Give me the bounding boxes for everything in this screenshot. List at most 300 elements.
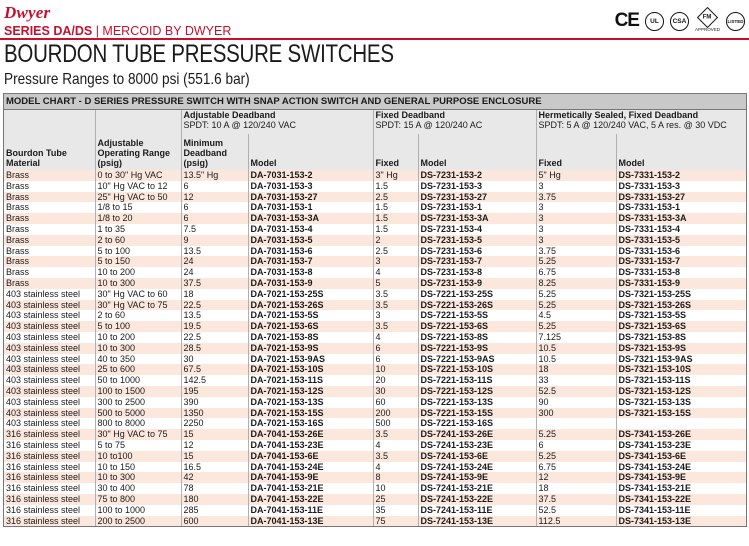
cell-range: 30 to 400 <box>95 483 181 494</box>
cell-material: 316 stainless steel <box>4 483 95 494</box>
cell-fixed-model: DS-7241-153-13E <box>418 516 536 527</box>
header-hermetic-fixed: Fixed <box>536 134 616 170</box>
cell-hermetic-deadband: 3 <box>536 202 616 213</box>
cell-fixed-model: DS-7221-153-16S <box>418 418 536 429</box>
cell-adjustable-model: DA-7021-153-26S <box>248 300 373 311</box>
cell-fixed-deadband: 6 <box>373 343 418 354</box>
cell-fixed-model: DS-7241-153-22E <box>418 494 536 505</box>
table-row <box>4 300 746 311</box>
cell-hermetic-deadband: 18 <box>536 483 616 494</box>
header-fixed-deadband: Fixed <box>373 134 418 170</box>
cell-material: 403 stainless steel <box>4 354 95 365</box>
cell-range: 10 to 200 <box>95 267 181 278</box>
group-hermetic-label: Hermetically Sealed, Fixed Deadband <box>538 110 699 120</box>
cell-hermetic-model: DS-7331-153-3 <box>616 181 746 192</box>
cell-range: 200 to 2500 <box>95 516 181 527</box>
cell-fixed-model: DS-7221-153-26S <box>418 300 536 311</box>
cell-min-deadband: 600 <box>181 516 248 527</box>
table-row <box>4 321 746 332</box>
cell-fixed-model: DS-7221-153-13S <box>418 397 536 408</box>
cell-hermetic-deadband: 8.25 <box>536 278 616 289</box>
table-row <box>4 246 746 257</box>
fm-label: FM <box>703 14 712 21</box>
cell-min-deadband: 37.5 <box>181 278 248 289</box>
csa-mark-icon: CSA <box>670 12 689 31</box>
series-brand: | MERCOID BY DWYER <box>92 24 232 38</box>
cell-adjustable-model: DA-7021-153-12S <box>248 386 373 397</box>
cell-material: 403 stainless steel <box>4 300 95 311</box>
cell-hermetic-model: DS-7321-153-12S <box>616 386 746 397</box>
table-row <box>4 386 746 397</box>
cell-min-deadband: 22.5 <box>181 300 248 311</box>
cell-hermetic-deadband: 4.5 <box>536 310 616 321</box>
cell-adjustable-model: DA-7021-153-5S <box>248 310 373 321</box>
cell-range: 50 to 1000 <box>95 375 181 386</box>
cell-min-deadband: 6 <box>181 213 248 224</box>
cell-adjustable-model: DA-7041-153-6E <box>248 451 373 462</box>
table-row <box>4 364 746 375</box>
cell-fixed-deadband: 1.5 <box>373 224 418 235</box>
header-hermetic-model: Model <box>616 134 746 170</box>
cell-range: 40 to 350 <box>95 354 181 365</box>
group-adjustable-spec: SPDT: 10 A @ 120/240 VAC <box>183 120 297 130</box>
cell-material: 316 stainless steel <box>4 516 95 527</box>
table-row <box>4 213 746 224</box>
cell-adjustable-model: DA-7031-153-4 <box>248 224 373 235</box>
cell-material: 403 stainless steel <box>4 332 95 343</box>
table-row <box>4 440 746 451</box>
cell-fixed-deadband: 3.5 <box>373 429 418 440</box>
cell-adjustable-model: DA-7041-153-13E <box>248 516 373 527</box>
cell-hermetic-deadband: 33 <box>536 375 616 386</box>
table-row <box>4 310 746 321</box>
header-range: Adjustable Operating Range (psig) <box>95 110 181 170</box>
cell-fixed-model: DS-7241-153-26E <box>418 429 536 440</box>
cell-fixed-model: DS-7231-153-3A <box>418 213 536 224</box>
cell-fixed-deadband: 2 <box>373 235 418 246</box>
header-fixed-model: Model <box>418 134 536 170</box>
cell-range: 5 to 75 <box>95 440 181 451</box>
fm-approved-icon <box>695 10 720 32</box>
cell-fixed-model: DS-7231-153-2 <box>418 170 536 181</box>
cell-fixed-deadband: 3 <box>373 256 418 267</box>
model-chart-title: MODEL CHART - D SERIES PRESSURE SWITCH WITH SNAP ACTION SWITCH AND GENERAL PURPOSE ENCLOSURE <box>4 94 746 110</box>
cell-hermetic-deadband: 12 <box>536 472 616 483</box>
header-material: Bourdon Tube Material <box>4 110 95 170</box>
cell-hermetic-deadband: 3 <box>536 224 616 235</box>
cell-fixed-deadband: 3.5 <box>373 321 418 332</box>
cell-fixed-model: DS-7221-153-12S <box>418 386 536 397</box>
cell-fixed-model: DS-7231-153-9 <box>418 278 536 289</box>
page-subtitle: Pressure Ranges to 8000 psi (551.6 bar) <box>4 71 250 88</box>
cell-range: 0 to 30" Hg VAC <box>95 170 181 181</box>
cell-fixed-deadband: 1.5 <box>373 202 418 213</box>
cell-hermetic-deadband: 10.5 <box>536 343 616 354</box>
table-row <box>4 170 746 181</box>
certification-marks <box>615 10 745 32</box>
cell-hermetic-model: DS-7321-153-9AS <box>616 354 746 365</box>
cell-min-deadband: 1350 <box>181 408 248 419</box>
cell-material: 316 stainless steel <box>4 505 95 516</box>
cell-min-deadband: 67.5 <box>181 364 248 375</box>
cell-adjustable-model: DA-7041-153-23E <box>248 440 373 451</box>
header-min-deadband: Minimum Deadband (psig) <box>181 134 248 170</box>
cell-hermetic-deadband: 52.5 <box>536 386 616 397</box>
cell-min-deadband: 9 <box>181 235 248 246</box>
cell-adjustable-model: DA-7031-153-27 <box>248 192 373 203</box>
cell-adjustable-model: DA-7031-153-1 <box>248 202 373 213</box>
cell-hermetic-deadband: 5.25 <box>536 289 616 300</box>
cell-hermetic-model: DS-7331-153-5 <box>616 235 746 246</box>
cell-fixed-deadband: 5 <box>373 278 418 289</box>
cell-range: 10 to 300 <box>95 278 181 289</box>
series-line <box>4 24 231 38</box>
cell-hermetic-deadband: 3 <box>536 235 616 246</box>
cell-hermetic-model: DS-7331-153-9 <box>616 278 746 289</box>
cell-range: 30" Hg VAC to 75 <box>95 429 181 440</box>
cell-range: 5 to 100 <box>95 321 181 332</box>
cell-min-deadband: 13.5" Hg <box>181 170 248 181</box>
cell-hermetic-deadband: 6 <box>536 440 616 451</box>
table-row <box>4 267 746 278</box>
cell-adjustable-model: DA-7021-153-13S <box>248 397 373 408</box>
cell-min-deadband: 13.5 <box>181 246 248 257</box>
group-adjustable-label: Adjustable Deadband <box>183 110 276 120</box>
cell-hermetic-model: DS-7341-153-6E <box>616 451 746 462</box>
group-fixed-label: Fixed Deadband <box>375 110 446 120</box>
cell-material: Brass <box>4 267 95 278</box>
group-hermetic-spec: SPDT: 5 A @ 120/240 VAC, 5 A res. @ 30 VDC <box>538 120 727 130</box>
cell-range: 800 to 8000 <box>95 418 181 429</box>
cell-material: 403 stainless steel <box>4 418 95 429</box>
cell-hermetic-model: DS-7321-153-25S <box>616 289 746 300</box>
cell-fixed-deadband: 20 <box>373 375 418 386</box>
table-row <box>4 408 746 419</box>
cell-range: 25" Hg VAC to 50 <box>95 192 181 203</box>
cell-material: Brass <box>4 170 95 181</box>
cell-fixed-model: DS-7221-153-9S <box>418 343 536 354</box>
cell-fixed-model: DS-7221-153-11S <box>418 375 536 386</box>
cell-fixed-deadband: 4 <box>373 267 418 278</box>
header-adjustable-model: Model <box>248 134 373 170</box>
cell-material: 316 stainless steel <box>4 494 95 505</box>
cell-adjustable-model: DA-7041-153-9E <box>248 472 373 483</box>
table-row <box>4 224 746 235</box>
cell-hermetic-model: DS-7341-153-21E <box>616 483 746 494</box>
table-row <box>4 418 746 429</box>
cell-adjustable-model: DA-7021-153-11S <box>248 375 373 386</box>
cell-fixed-deadband: 25 <box>373 494 418 505</box>
cell-hermetic-model: DS-7341-153-26E <box>616 429 746 440</box>
cell-fixed-deadband: 1.5 <box>373 213 418 224</box>
cell-range: 30" Hg VAC to 60 <box>95 289 181 300</box>
cell-fixed-deadband: 2.5 <box>373 192 418 203</box>
cell-material: 403 stainless steel <box>4 310 95 321</box>
cell-hermetic-model: DS-7341-153-11E <box>616 505 746 516</box>
cell-adjustable-model: DA-7031-153-9 <box>248 278 373 289</box>
cell-fixed-model: DS-7221-153-25S <box>418 289 536 300</box>
table-row <box>4 192 746 203</box>
cell-fixed-deadband: 2.5 <box>373 246 418 257</box>
cell-fixed-deadband: 200 <box>373 408 418 419</box>
cell-hermetic-deadband: 3 <box>536 181 616 192</box>
cell-material: Brass <box>4 246 95 257</box>
cell-fixed-deadband: 75 <box>373 516 418 527</box>
cell-min-deadband: 285 <box>181 505 248 516</box>
cell-adjustable-model: DA-7021-153-9S <box>248 343 373 354</box>
cell-min-deadband: 24 <box>181 267 248 278</box>
cell-adjustable-model: DA-7021-153-25S <box>248 289 373 300</box>
cell-hermetic-deadband: 5.25 <box>536 451 616 462</box>
cell-fixed-model: DS-7221-153-6S <box>418 321 536 332</box>
table-row <box>4 235 746 246</box>
cell-fixed-deadband: 1.5 <box>373 181 418 192</box>
table-row <box>4 472 746 483</box>
cell-material: 316 stainless steel <box>4 462 95 473</box>
cell-hermetic-deadband: 5.25 <box>536 256 616 267</box>
cell-fixed-model: DS-7241-153-11E <box>418 505 536 516</box>
cell-hermetic-model: DS-7321-153-8S <box>616 332 746 343</box>
table-row <box>4 375 746 386</box>
cell-fixed-deadband: 3.5 <box>373 289 418 300</box>
cell-material: 403 stainless steel <box>4 397 95 408</box>
cell-adjustable-model: DA-7031-153-3 <box>248 181 373 192</box>
cell-range: 100 to 1000 <box>95 505 181 516</box>
cell-fixed-model: DS-7231-153-27 <box>418 192 536 203</box>
group-hermetic <box>536 110 746 134</box>
ul-listed-icon: LISTED <box>726 12 745 31</box>
table-row <box>4 397 746 408</box>
cell-min-deadband: 42 <box>181 472 248 483</box>
cell-fixed-model: DS-7231-153-7 <box>418 256 536 267</box>
cell-hermetic-deadband: 90 <box>536 397 616 408</box>
cell-adjustable-model: DA-7041-153-11E <box>248 505 373 516</box>
cell-min-deadband: 13.5 <box>181 310 248 321</box>
cell-fixed-deadband: 30 <box>373 386 418 397</box>
cell-min-deadband: 28.5 <box>181 343 248 354</box>
brand-logo: Dwyer <box>4 3 51 22</box>
cell-adjustable-model: DA-7021-153-9AS <box>248 354 373 365</box>
table-row <box>4 505 746 516</box>
cell-range: 25 to 600 <box>95 364 181 375</box>
group-fixed <box>373 110 536 134</box>
cell-range: 1 to 35 <box>95 224 181 235</box>
model-chart <box>3 93 747 527</box>
cell-fixed-model: DS-7241-153-6E <box>418 451 536 462</box>
cell-fixed-model: DS-7221-153-10S <box>418 364 536 375</box>
cell-fixed-model: DS-7241-153-9E <box>418 472 536 483</box>
cell-material: 316 stainless steel <box>4 472 95 483</box>
cell-fixed-deadband: 8 <box>373 472 418 483</box>
cell-fixed-deadband: 10 <box>373 364 418 375</box>
cell-fixed-model: DS-7231-153-6 <box>418 246 536 257</box>
cell-fixed-model: DS-7241-153-23E <box>418 440 536 451</box>
model-table-body <box>4 170 746 526</box>
cell-material: Brass <box>4 202 95 213</box>
cell-hermetic-model: DS-7331-153-4 <box>616 224 746 235</box>
cell-adjustable-model: DA-7031-153-7 <box>248 256 373 267</box>
cell-material: 403 stainless steel <box>4 343 95 354</box>
cell-adjustable-model: DA-7021-153-10S <box>248 364 373 375</box>
cell-fixed-deadband: 6 <box>373 354 418 365</box>
cell-min-deadband: 78 <box>181 483 248 494</box>
cell-material: 403 stainless steel <box>4 321 95 332</box>
cell-range: 10 to 200 <box>95 332 181 343</box>
cell-material: Brass <box>4 224 95 235</box>
cell-hermetic-deadband: 37.5 <box>536 494 616 505</box>
cell-min-deadband: 19.5 <box>181 321 248 332</box>
page-title: BOURDON TUBE PRESSURE SWITCHES <box>4 40 394 68</box>
cell-min-deadband: 22.5 <box>181 332 248 343</box>
cell-adjustable-model: DA-7041-153-24E <box>248 462 373 473</box>
cell-adjustable-model: DA-7041-153-22E <box>248 494 373 505</box>
cell-hermetic-model: DS-7341-153-9E <box>616 472 746 483</box>
cell-fixed-model: DS-7231-153-5 <box>418 235 536 246</box>
cell-min-deadband: 18 <box>181 289 248 300</box>
cell-material: 403 stainless steel <box>4 386 95 397</box>
table-row <box>4 462 746 473</box>
cell-fixed-deadband: 3.5 <box>373 451 418 462</box>
cell-adjustable-model: DA-7031-153-6 <box>248 246 373 257</box>
cell-range: 500 to 5000 <box>95 408 181 419</box>
table-row <box>4 278 746 289</box>
cell-hermetic-model: DS-7321-153-10S <box>616 364 746 375</box>
cell-range: 10" Hg VAC to 12 <box>95 181 181 192</box>
table-row <box>4 332 746 343</box>
cell-material: 403 stainless steel <box>4 408 95 419</box>
cell-hermetic-deadband: 6.75 <box>536 462 616 473</box>
cell-fixed-deadband: 10 <box>373 483 418 494</box>
table-row <box>4 516 746 527</box>
cell-range: 5 to 150 <box>95 256 181 267</box>
cell-fixed-deadband: 3 <box>373 310 418 321</box>
cell-min-deadband: 2250 <box>181 418 248 429</box>
cell-material: Brass <box>4 278 95 289</box>
cell-min-deadband: 12 <box>181 440 248 451</box>
table-row <box>4 181 746 192</box>
cell-min-deadband: 195 <box>181 386 248 397</box>
cell-min-deadband: 15 <box>181 429 248 440</box>
cell-adjustable-model: DA-7041-153-21E <box>248 483 373 494</box>
cell-fixed-deadband: 60 <box>373 397 418 408</box>
cell-hermetic-deadband: 5.25 <box>536 321 616 332</box>
cell-adjustable-model: DA-7031-153-2 <box>248 170 373 181</box>
cell-hermetic-model: DS-7331-153-27 <box>616 192 746 203</box>
cell-fixed-model: DS-7231-153-3 <box>418 181 536 192</box>
cell-hermetic-model: DS-7331-153-7 <box>616 256 746 267</box>
cell-fixed-deadband: 4 <box>373 332 418 343</box>
cell-fixed-model: DS-7221-153-5S <box>418 310 536 321</box>
cell-hermetic-deadband: 300 <box>536 408 616 419</box>
cell-min-deadband: 16.5 <box>181 462 248 473</box>
cell-material: 316 stainless steel <box>4 440 95 451</box>
cell-hermetic-deadband <box>536 418 616 429</box>
cell-range: 2 to 60 <box>95 310 181 321</box>
cell-range: 10 to 150 <box>95 462 181 473</box>
table-row <box>4 483 746 494</box>
cell-hermetic-deadband: 3.75 <box>536 246 616 257</box>
cell-adjustable-model: DA-7021-153-15S <box>248 408 373 419</box>
cell-hermetic-deadband: 7.125 <box>536 332 616 343</box>
cell-range: 30" Hg VAC to 75 <box>95 300 181 311</box>
cell-hermetic-model: DS-7341-153-23E <box>616 440 746 451</box>
cell-fixed-model: DS-7231-153-4 <box>418 224 536 235</box>
table-row <box>4 289 746 300</box>
cell-hermetic-deadband: 5" Hg <box>536 170 616 181</box>
cell-min-deadband: 180 <box>181 494 248 505</box>
table-row <box>4 354 746 365</box>
group-fixed-spec: SPDT: 15 A @ 120/240 AC <box>375 120 483 130</box>
cell-material: Brass <box>4 192 95 203</box>
table-row <box>4 451 746 462</box>
ce-mark-icon: CE <box>614 10 639 31</box>
model-table <box>4 110 746 526</box>
cell-adjustable-model: DA-7041-153-26E <box>248 429 373 440</box>
cell-material: Brass <box>4 256 95 267</box>
cell-adjustable-model: DA-7021-153-8S <box>248 332 373 343</box>
cell-hermetic-deadband: 6.75 <box>536 267 616 278</box>
table-row <box>4 202 746 213</box>
cell-hermetic-model: DS-7341-153-13E <box>616 516 746 527</box>
cell-range: 300 to 2500 <box>95 397 181 408</box>
cell-hermetic-model: DS-7321-153-26S <box>616 300 746 311</box>
cell-adjustable-model: DA-7031-153-3A <box>248 213 373 224</box>
ul-mark-icon: UL <box>645 12 664 31</box>
cell-min-deadband: 30 <box>181 354 248 365</box>
cell-min-deadband: 6 <box>181 202 248 213</box>
cell-range: 2 to 60 <box>95 235 181 246</box>
fm-sub-label: APPROVED <box>694 27 720 32</box>
cell-hermetic-deadband: 5.25 <box>536 300 616 311</box>
cell-hermetic-deadband: 112.5 <box>536 516 616 527</box>
cell-material: 403 stainless steel <box>4 375 95 386</box>
cell-range: 1/8 to 20 <box>95 213 181 224</box>
cell-min-deadband: 142.5 <box>181 375 248 386</box>
cell-hermetic-model: DS-7321-153-9S <box>616 343 746 354</box>
cell-adjustable-model: DA-7021-153-6S <box>248 321 373 332</box>
cell-hermetic-deadband: 10.5 <box>536 354 616 365</box>
group-adjustable <box>181 110 373 134</box>
table-row <box>4 256 746 267</box>
cell-material: 316 stainless steel <box>4 451 95 462</box>
cell-range: 10 to 300 <box>95 472 181 483</box>
cell-material: Brass <box>4 235 95 246</box>
cell-fixed-model: DS-7231-153-1 <box>418 202 536 213</box>
cell-hermetic-model: DS-7331-153-6 <box>616 246 746 257</box>
cell-hermetic-model: DS-7321-153-6S <box>616 321 746 332</box>
cell-hermetic-model: DS-7321-153-15S <box>616 408 746 419</box>
cell-min-deadband: 15 <box>181 451 248 462</box>
cell-hermetic-model: DS-7341-153-24E <box>616 462 746 473</box>
series-name: SERIES DA/DS <box>4 24 93 38</box>
cell-hermetic-deadband: 18 <box>536 364 616 375</box>
table-row <box>4 343 746 354</box>
cell-fixed-model: DS-7221-153-9AS <box>418 354 536 365</box>
cell-hermetic-deadband: 3.75 <box>536 192 616 203</box>
cell-adjustable-model: DA-7031-153-8 <box>248 267 373 278</box>
cell-min-deadband: 7.5 <box>181 224 248 235</box>
cell-hermetic-deadband: 5.25 <box>536 429 616 440</box>
cell-range: 10 to 300 <box>95 343 181 354</box>
cell-hermetic-deadband: 3 <box>536 213 616 224</box>
cell-hermetic-model: DS-7341-153-22E <box>616 494 746 505</box>
cell-hermetic-model: DS-7321-153-11S <box>616 375 746 386</box>
cell-hermetic-deadband: 52.5 <box>536 505 616 516</box>
cell-fixed-model: DS-7231-153-8 <box>418 267 536 278</box>
cell-hermetic-model <box>616 418 746 429</box>
cell-material: 316 stainless steel <box>4 429 95 440</box>
cell-range: 75 to 800 <box>95 494 181 505</box>
